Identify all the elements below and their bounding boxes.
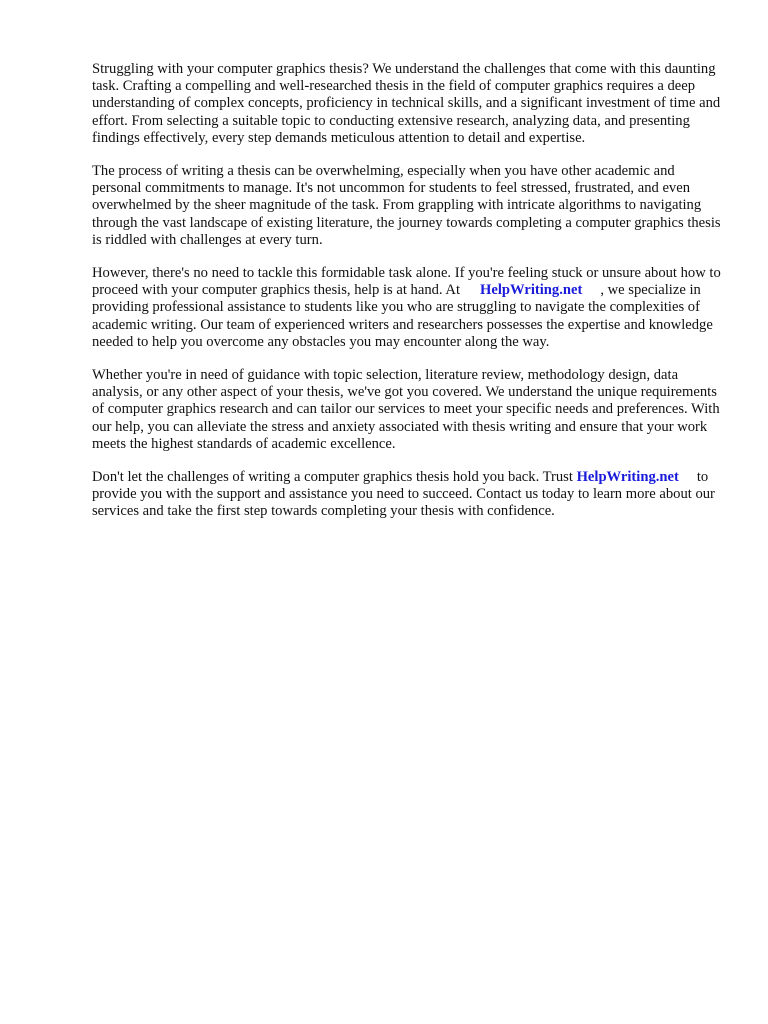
paragraph-help-text-after: , we specialize in providing professional assistance to students like you who are struggling to navigate the complexities of academic writing. Our team of experienced writers and researchers possesses the expertise and knowledge needed to help you overcome any obstacles you may encounter along the way.	[92, 282, 713, 350]
helpwriting-link-closing[interactable]: HelpWriting.net	[576, 469, 679, 486]
paragraph-closing-text-after: to provide you with the support and assistance you need to succeed. Contact us today to learn more about our services and take the first step towards completing your thesis with confidence.	[92, 469, 715, 520]
paragraph-process-text: The process of writing a thesis can be overwhelming, especially when you have other academic and personal commitments to manage. It's not uncommon for students to feel stressed, frustrated, and even overwhelmed by the sheer magnitude of the task. From grappling with intricate algorithms to navigating through the vast landscape of existing literature, the journey towards completing a computer graphics thesis is riddled with challenges at every turn.	[92, 163, 721, 248]
paragraph-process	[92, 163, 722, 249]
paragraph-services	[92, 367, 722, 453]
paragraph-intro	[92, 61, 722, 147]
paragraph-help-text-before: However, there's no need to tackle this formidable task alone. If you're feeling stuck or unsure about how to proceed with your computer graphics thesis, help is at hand. At	[92, 265, 721, 299]
paragraph-closing	[92, 469, 722, 521]
paragraph-closing-text-before: Don't let the challenges of writing a computer graphics thesis hold you back. Trust	[92, 469, 573, 486]
paragraph-help	[92, 265, 722, 351]
paragraph-intro-text: Struggling with your computer graphics thesis? We understand the challenges that come with this daunting task. Crafting a compelling and well-researched thesis in the field of computer graphics requires a deep understanding of complex concepts, proficiency in technical skills, and a significant investment of time and effort. From selecting a suitable topic to conducting extensive research, analyzing data, and presenting findings effectively, every step demands meticulous attention to detail and expertise.	[92, 61, 721, 146]
paragraph-services-text: Whether you're in need of guidance with topic selection, literature review, methodology design, data analysis, or any other aspect of your thesis, we've got you covered. We understand the unique requirements of computer graphics research and can tailor our services to meet your specific needs and preferences. With our help, you can alleviate the stress and anxiety associated with thesis writing and ensure that your work meets the highest standards of academic excellence.	[92, 367, 720, 452]
helpwriting-link[interactable]: HelpWriting.net	[480, 282, 583, 299]
document-body	[92, 61, 722, 537]
